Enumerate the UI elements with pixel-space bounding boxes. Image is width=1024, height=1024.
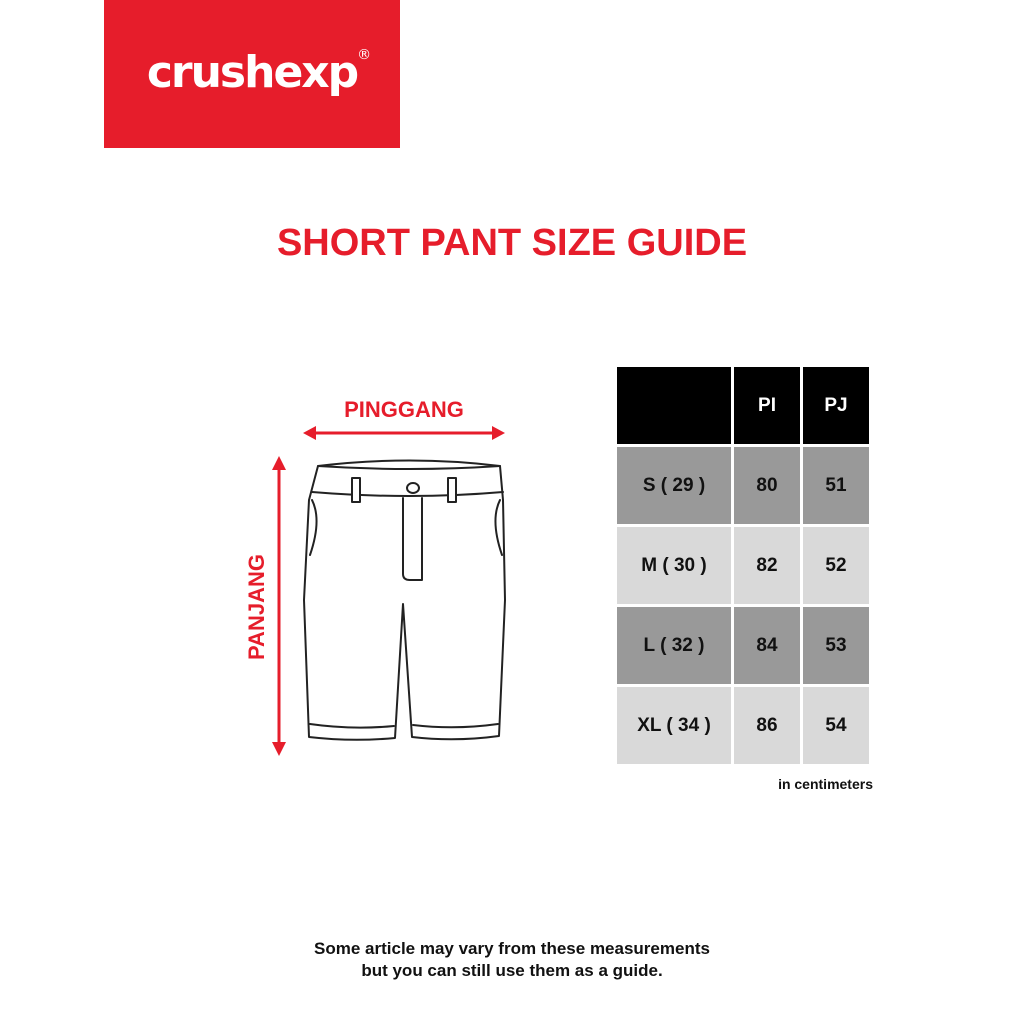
table-row	[617, 687, 869, 764]
disclaimer-line-2: but you can still use them as a guide.	[361, 961, 663, 980]
pj-cell: 54	[803, 687, 869, 764]
table-row	[617, 447, 869, 524]
table-row	[617, 527, 869, 604]
table-header-size	[617, 367, 731, 444]
size-cell: XL ( 34 )	[617, 687, 731, 764]
registered-mark: ®	[357, 46, 372, 63]
page-title: SHORT PANT SIZE GUIDE	[276, 222, 748, 264]
brand-logo	[104, 0, 400, 148]
size-cell: M ( 30 )	[617, 527, 731, 604]
length-arrow	[272, 456, 286, 756]
table-header-pi: PI	[734, 367, 800, 444]
length-label: PANJANG	[244, 554, 269, 660]
brand-logo-wordmark	[146, 46, 372, 98]
brand-name: crushexp	[146, 46, 358, 98]
pi-cell: 82	[734, 527, 800, 604]
table-header-row	[617, 367, 869, 444]
waist-arrow	[303, 426, 505, 440]
pj-cell: 51	[803, 447, 869, 524]
pi-cell: 86	[734, 687, 800, 764]
unit-note: in centimeters	[778, 776, 873, 792]
table-row	[617, 607, 869, 684]
pj-cell: 52	[803, 527, 869, 604]
size-table	[614, 364, 872, 767]
size-cell: S ( 29 )	[617, 447, 731, 524]
pi-cell: 84	[734, 607, 800, 684]
shorts-outline	[304, 461, 505, 740]
pj-cell: 53	[803, 607, 869, 684]
shorts-diagram	[260, 415, 520, 760]
disclaimer	[0, 938, 1024, 982]
disclaimer-line-1: Some article may vary from these measurements	[314, 939, 710, 958]
waist-label: PINGGANG	[344, 397, 464, 422]
pi-cell: 80	[734, 447, 800, 524]
table-header-pj: PJ	[803, 367, 869, 444]
size-cell: L ( 32 )	[617, 607, 731, 684]
